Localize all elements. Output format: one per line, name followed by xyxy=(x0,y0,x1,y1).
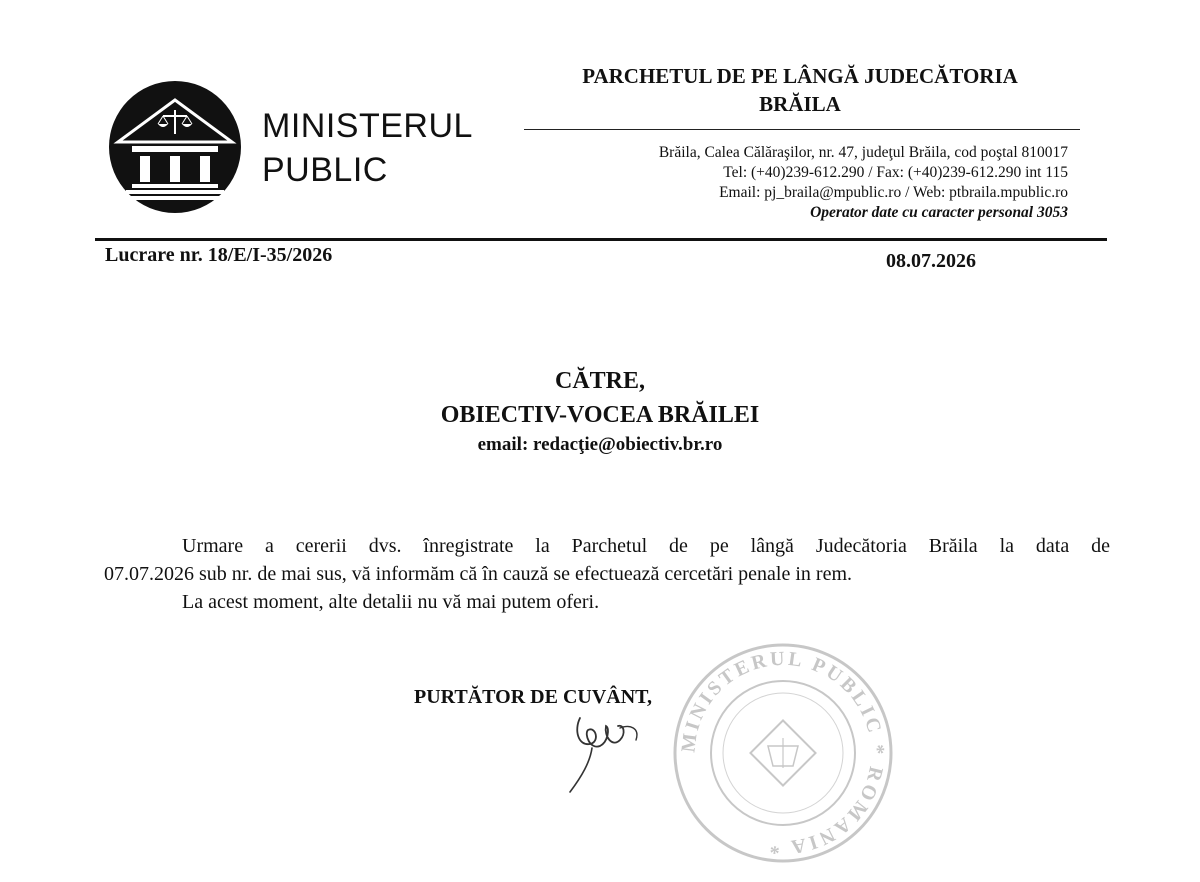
body-paragraph-1-line-1: Urmare a cererii dvs. înregistrate la Parchetul de pe lângă Judecătoria Brăila la data de xyxy=(182,535,1110,557)
addressee-to: CĂTRE, xyxy=(554,368,645,394)
official-round-stamp-icon xyxy=(668,638,898,868)
logo-line-1: MINISTERUL xyxy=(262,107,473,145)
handwritten-signature-icon xyxy=(560,700,670,800)
letterhead-rule xyxy=(95,238,1107,241)
institution-title xyxy=(520,62,1080,118)
header-divider xyxy=(524,129,1080,130)
addressee-name: OBIECTIV-VOCEA BRĂILEI xyxy=(440,402,760,428)
address-line: Brăila, Calea Călăraşilor, nr. 47, judeţul Brăila, cod poştal 810017 xyxy=(658,144,1068,161)
letter-body xyxy=(104,532,1110,616)
document-date: 08.07.2026 xyxy=(886,250,976,272)
addressee-block xyxy=(300,364,900,458)
addressee-email: email: redacţie@obiectiv.br.ro xyxy=(477,434,723,455)
body-paragraph-2: La acest moment, alte detalii nu vă mai putem oferi. xyxy=(182,591,600,613)
logo-wordmark xyxy=(262,104,473,192)
body-paragraph-1-continued xyxy=(104,560,1110,588)
institution-line-2: BRĂILA xyxy=(759,92,841,116)
stamp-ring-text: MINISTERUL PUBLIC * ROMANIA * xyxy=(677,647,889,859)
contact-block xyxy=(520,143,1068,223)
institution-line-1: PARCHETUL DE PE LÂNGĂ JUDECĂTORIA xyxy=(582,64,1018,88)
signatory-title: PURTĂTOR DE CUVÂNT, xyxy=(414,686,653,708)
reference-number: Lucrare nr. 18/E/I-35/2026 xyxy=(105,244,333,266)
phone-fax-line: Tel: (+40)239-612.290 / Fax: (+40)239-612.290 int 115 xyxy=(723,164,1068,181)
body-paragraph-1-line-2: 07.07.2026 sub nr. de mai sus, vă informăm că în cauză se efectuează cercetări penale in rem. xyxy=(104,563,853,585)
logo-line-2: PUBLIC xyxy=(262,151,388,189)
email-web-line: Email: pj_braila@mpublic.ro / Web: ptbraila.mpublic.ro xyxy=(719,184,1068,201)
body-paragraph-1 xyxy=(104,532,1110,560)
operator-line: Operator date cu caracter personal 3053 xyxy=(810,204,1068,221)
ministerul-public-logo-icon xyxy=(108,80,242,214)
